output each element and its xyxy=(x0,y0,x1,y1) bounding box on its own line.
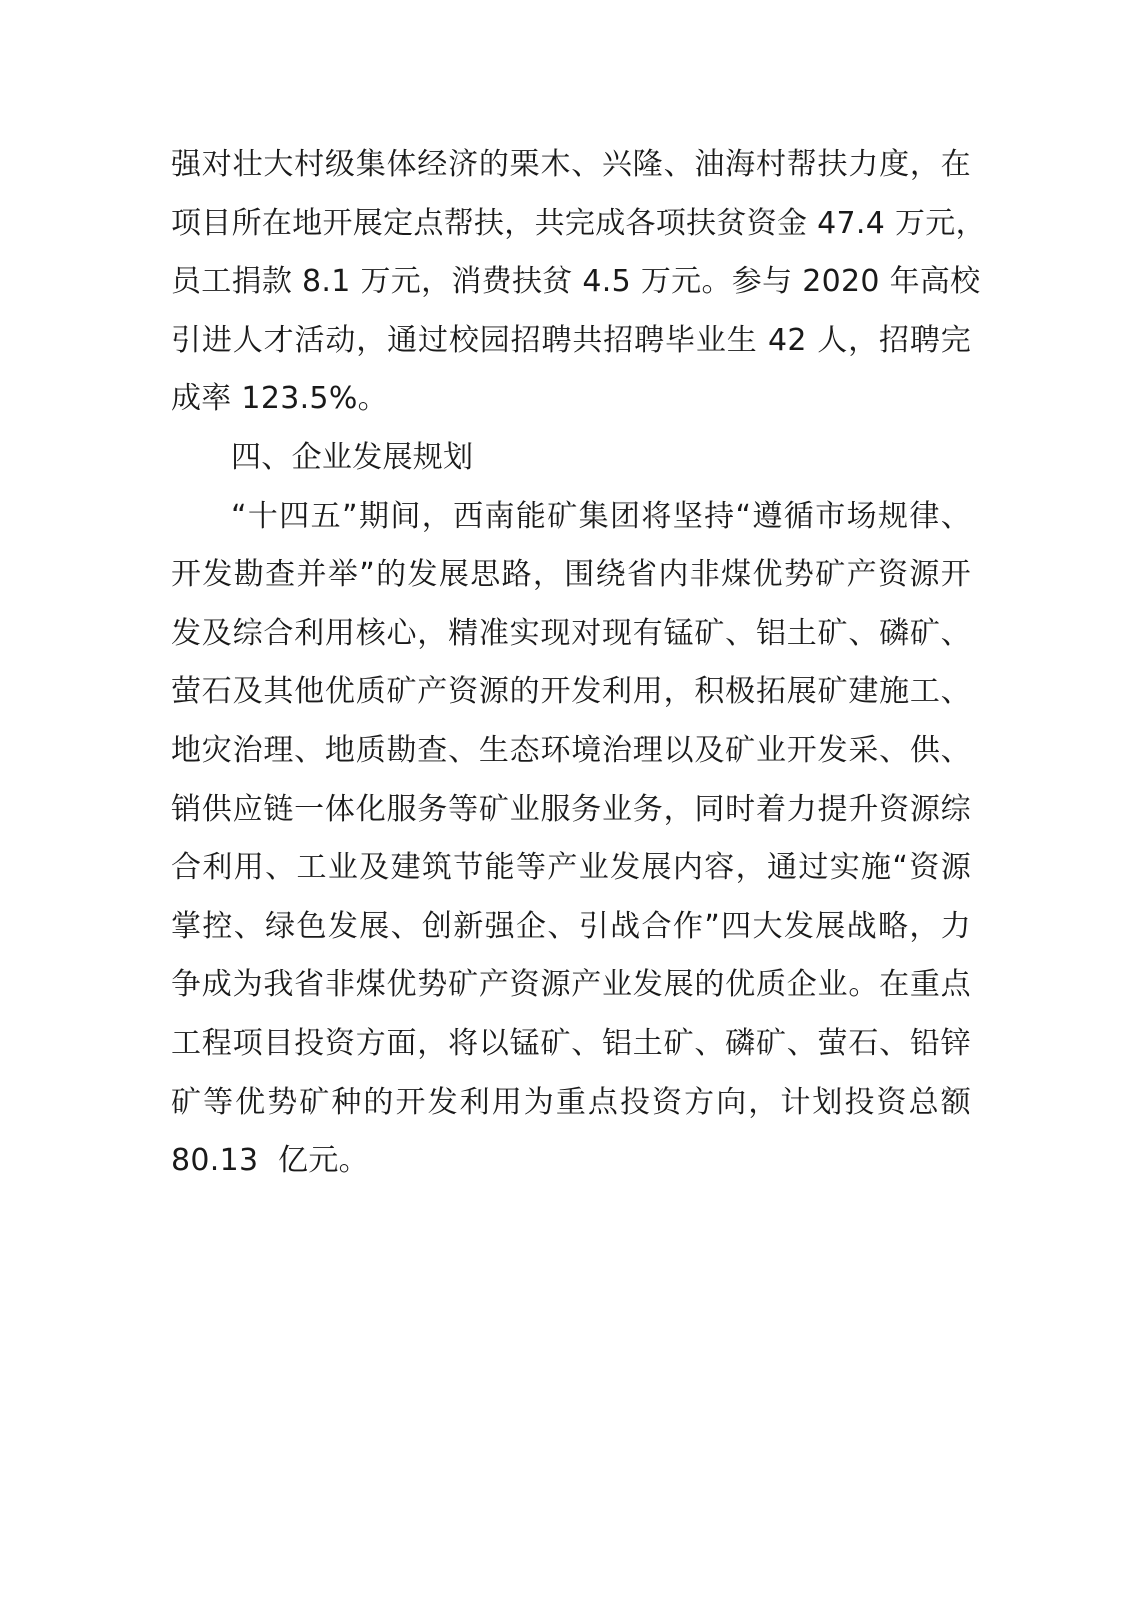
paragraph-line: 开发勘查并举”的发展思路，围绕省内非煤优势矿产资源开 xyxy=(171,557,971,593)
paragraph-line: 员工捐款 8.1 万元，消费扶贫 4.5 万元。参与 2020 年高校 xyxy=(171,264,981,300)
paragraph-line: 发及综合利用核心，精准实现对现有锰矿、铝土矿、磷矿、 xyxy=(171,615,971,651)
paragraph-line: 成率 123.5%。 xyxy=(171,381,388,417)
paragraph-line: 强对壮大村级集体经济的栗木、兴隆、油海村帮扶力度，在 xyxy=(171,147,971,182)
paragraph-line: 项目所在地开展定点帮扶，共完成各项扶贫资金 47.4 万元， xyxy=(171,205,986,241)
paragraph-line: 引进人才活动，通过校园招聘共招聘毕业生 42 人，招聘完 xyxy=(171,322,971,358)
paragraph-line: 矿等优势矿种的开发利用为重点投资方向，计划投资总额 xyxy=(171,1084,971,1120)
paragraph-line: “十四五”期间，西南能矿集团将坚持“遵循市场规律、 xyxy=(231,498,971,534)
section-heading: 四、企业发展规划 xyxy=(231,439,474,475)
paragraph-line: 80.13 亿元。 xyxy=(171,1143,369,1179)
paragraph-line: 销供应链一体化服务等矿业服务业务，同时着力提升资源综 xyxy=(171,791,971,827)
paragraph-poverty-alleviation xyxy=(171,136,986,429)
paragraph-line: 工程项目投资方面，将以锰矿、铝土矿、磷矿、萤石、铅锌 xyxy=(171,1025,971,1061)
paragraph-line: 萤石及其他优质矿产资源的开发利用，积极拓展矿建施工、 xyxy=(171,674,971,710)
paragraph-line: 合利用、工业及建筑节能等产业发展内容，通过实施“资源 xyxy=(171,850,971,886)
paragraph-line: 地灾治理、地质勘查、生态环境治理以及矿业开发采、供、 xyxy=(171,732,971,768)
paragraph-line: 争成为我省非煤优势矿产资源产业发展的优质企业。在重点 xyxy=(171,967,971,1003)
paragraph-development-plan xyxy=(171,488,971,1191)
paragraph-line: 掌控、绿色发展、创新强企、引战合作”四大发展战略，力 xyxy=(171,908,971,944)
document-body xyxy=(171,136,986,1191)
